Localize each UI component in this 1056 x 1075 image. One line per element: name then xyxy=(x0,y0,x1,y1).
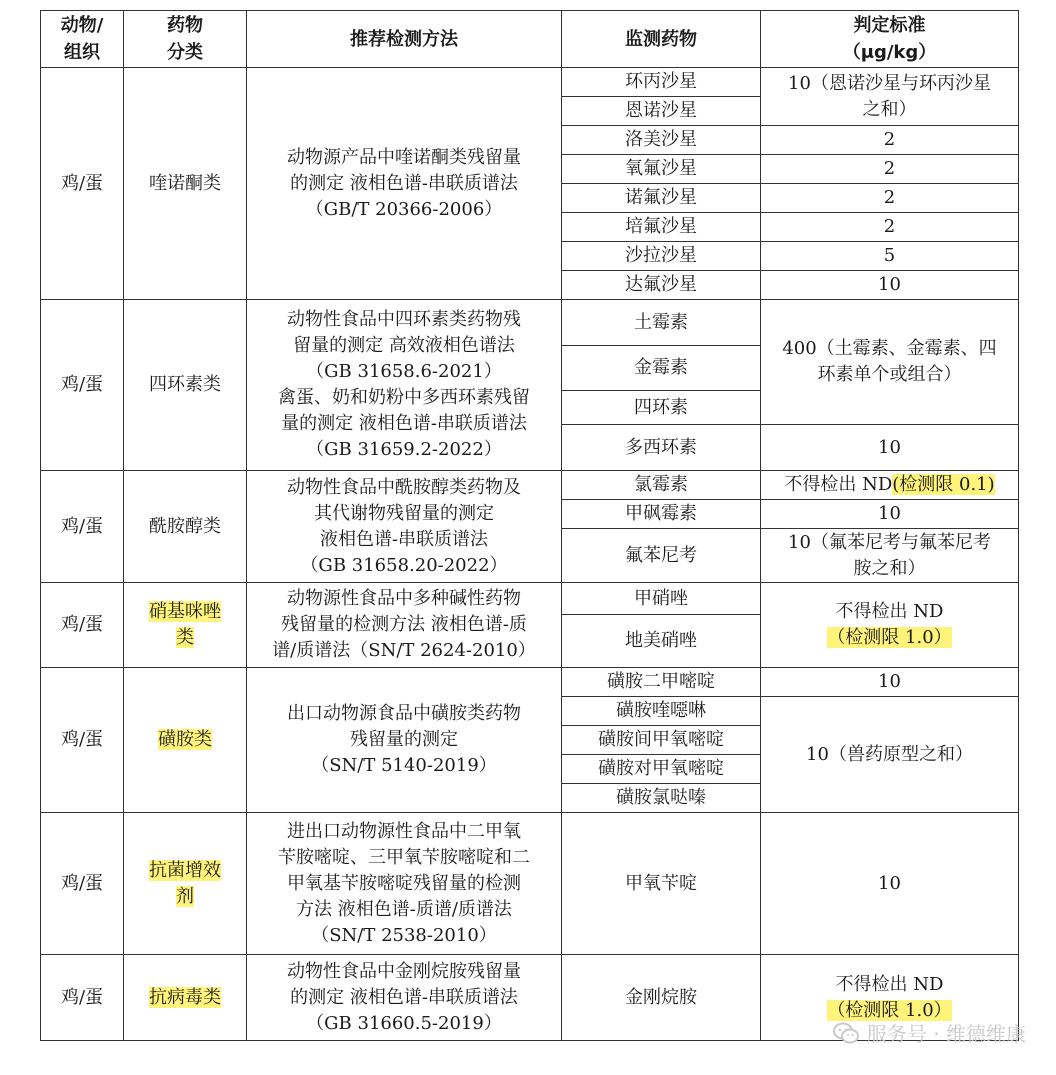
drug-cell xyxy=(562,271,761,300)
animal-cell xyxy=(41,68,124,300)
method-cell-line: 留量的测定 高效液相色谱法 xyxy=(293,335,515,356)
standard-cell xyxy=(761,271,1019,300)
drug-cell-text: 多西环素 xyxy=(625,436,697,458)
drug-cell-text: 氧氟沙星 xyxy=(625,158,697,179)
method-cell-line: 量的测定 液相色谱-串联质谱法 xyxy=(281,413,527,434)
drug-cell-text: 四环素 xyxy=(634,396,688,418)
standard-cell-line: 5 xyxy=(883,245,896,266)
standard-cell-line: 2 xyxy=(883,216,896,237)
drug-cell xyxy=(562,300,761,346)
category-cell-text: 磺胺类 xyxy=(158,729,212,750)
standard-cell-line: 不得检出 ND xyxy=(784,474,893,495)
header-animal: 动物/ 组织 xyxy=(41,11,124,68)
table-row xyxy=(41,813,1019,955)
standard-cell xyxy=(761,155,1019,184)
animal-cell xyxy=(41,583,124,668)
method-cell xyxy=(247,955,562,1041)
method-cell-line: 的测定 液相色谱-串联质谱法 xyxy=(290,172,518,194)
method-cell-line: （SN/T 5140-2019） xyxy=(311,755,497,776)
standard-cell xyxy=(761,184,1019,213)
standard-cell-line: 10 xyxy=(878,436,901,458)
drug-cell xyxy=(562,242,761,271)
standard-cell-line: 不得检出 ND xyxy=(835,973,944,995)
drug-cell xyxy=(562,97,761,126)
drug-cell-text: 甲氧苄啶 xyxy=(625,872,697,894)
method-cell-line: 残留量的检测方法 液相色谱-质 xyxy=(281,614,527,635)
method-cell-line: 方法 液相色谱-质谱/质谱法 xyxy=(296,898,512,920)
drug-cell xyxy=(562,471,761,500)
method-cell-line: 禽蛋、奶和奶粉中多西环素残留 xyxy=(278,387,530,408)
method-cell xyxy=(247,583,562,668)
drug-cell xyxy=(562,955,761,1041)
drug-cell-text: 甲硝唑 xyxy=(634,587,688,609)
category-cell xyxy=(124,583,247,668)
drug-cell-text: 洛美沙星 xyxy=(625,129,697,150)
drug-cell xyxy=(562,155,761,184)
detection-limit: （检测限 1.0） xyxy=(827,999,952,1021)
drug-cell-text: 土霉素 xyxy=(634,311,688,333)
standard-cell-line: 不得检出 ND xyxy=(835,601,944,622)
standard-cell xyxy=(761,425,1019,471)
drug-cell-text: 金刚烷胺 xyxy=(625,986,697,1008)
method-cell-line: 动物源性食品中多种碱性药物 xyxy=(287,588,521,609)
method-cell xyxy=(247,471,562,583)
drug-cell-text: 环丙沙星 xyxy=(625,71,697,92)
standard-cell xyxy=(761,668,1019,697)
method-cell xyxy=(247,68,562,300)
category-cell xyxy=(124,813,247,955)
drug-cell-text: 培氟沙星 xyxy=(625,216,697,237)
standard-cell xyxy=(761,583,1019,668)
animal-cell xyxy=(41,668,124,813)
standard-cell xyxy=(761,68,1019,126)
standard-cell xyxy=(761,697,1019,813)
table-row xyxy=(41,668,1019,697)
standard-cell xyxy=(761,126,1019,155)
standard-cell xyxy=(761,529,1019,583)
animal-cell xyxy=(41,300,124,471)
category-cell-line: 剂 xyxy=(176,885,194,907)
drug-cell xyxy=(562,213,761,242)
method-cell-line: 液相色谱-串联质谱法 xyxy=(319,528,489,550)
method-cell-line: （GB 31658.6-2021） xyxy=(306,361,502,382)
animal-cell-text: 鸡/蛋 xyxy=(60,614,104,635)
header-row xyxy=(41,11,1019,68)
method-cell-line: 苄胺嘧啶、三甲氧苄胺嘧啶和二 xyxy=(278,846,530,868)
drug-cell-text: 氟苯尼考 xyxy=(625,544,697,566)
drug-cell xyxy=(562,126,761,155)
animal-cell xyxy=(41,955,124,1041)
standard-cell-line: 胺之和） xyxy=(853,557,926,579)
header-drug: 监测药物 xyxy=(562,11,761,68)
category-cell-text: 抗病毒类 xyxy=(149,986,221,1008)
header-method: 推荐检测方法 xyxy=(247,11,562,68)
method-cell xyxy=(247,668,562,813)
animal-cell-text: 鸡/蛋 xyxy=(60,374,104,395)
drug-cell-text: 甲砜霉素 xyxy=(625,503,697,524)
method-cell-line: （GB/T 20366-2006） xyxy=(305,198,503,220)
detection-limit: (检测限 0.1) xyxy=(892,474,995,495)
category-cell-text: 四环素类 xyxy=(149,374,221,395)
drug-cell xyxy=(562,697,761,726)
method-cell xyxy=(247,300,562,471)
standard-cell-line: 2 xyxy=(883,187,896,208)
animal-cell-text: 鸡/蛋 xyxy=(60,986,104,1008)
drug-cell-text: 恩诺沙星 xyxy=(625,100,697,121)
standard-cell-line: 10 xyxy=(878,671,901,692)
category-cell-line: 硝基咪唑 xyxy=(149,601,221,622)
category-cell-line: 抗菌增效 xyxy=(149,859,221,881)
drug-cell-text: 磺胺氯哒嗪 xyxy=(616,787,706,808)
method-cell-line: 残留量的测定 xyxy=(350,729,458,750)
category-cell-text: 喹诺酮类 xyxy=(149,172,221,194)
table-row xyxy=(41,300,1019,346)
table-row xyxy=(41,68,1019,97)
animal-cell xyxy=(41,471,124,583)
drug-cell xyxy=(562,726,761,755)
standard-cell-line: 400（土霉素、金霉素、四 xyxy=(782,338,997,359)
header-category: 药物 分类 xyxy=(124,11,247,68)
drug-cell xyxy=(562,813,761,955)
category-cell xyxy=(124,668,247,813)
standard-cell-line: 10（氟苯尼考与氟苯尼考 xyxy=(788,531,991,553)
watermark-text: 服务号 · 维德维康 xyxy=(866,1022,1026,1046)
animal-cell-text: 鸡/蛋 xyxy=(60,515,104,537)
standard-cell xyxy=(761,471,1019,500)
method-cell-line: 进出口动物源性食品中二甲氧 xyxy=(287,820,521,842)
category-cell xyxy=(124,300,247,471)
drug-cell xyxy=(562,784,761,813)
drug-cell-text: 磺胺间甲氧嘧啶 xyxy=(598,729,724,750)
method-cell-line: 动物源产品中喹诺酮类残留量 xyxy=(287,146,521,168)
category-cell xyxy=(124,68,247,300)
drug-cell-text: 达氟沙星 xyxy=(625,274,697,295)
detection-limit: （检测限 1.0） xyxy=(827,627,952,648)
category-cell xyxy=(124,955,247,1041)
method-cell-line: 谱/质谱法（SN/T 2624-2010） xyxy=(272,640,536,661)
standard-cell xyxy=(761,500,1019,529)
drug-cell xyxy=(562,68,761,97)
standard-cell-line: 10 xyxy=(878,274,901,295)
standard-cell xyxy=(761,242,1019,271)
standard-cell-line: 环素单个或组合） xyxy=(817,364,962,385)
method-cell-line: 出口动物源食品中磺胺类药物 xyxy=(287,703,521,724)
standard-cell-line: 10（恩诺沙星与环丙沙星 xyxy=(788,72,991,94)
drug-cell-text: 沙拉沙星 xyxy=(625,245,697,266)
method-cell-line: （GB 31658.20-2022） xyxy=(300,554,508,576)
method-cell-line: 动物性食品中酰胺醇类药物及 xyxy=(287,476,521,498)
drug-cell-text: 磺胺喹噁啉 xyxy=(616,700,706,721)
standard-cell xyxy=(761,813,1019,955)
standard-cell xyxy=(761,300,1019,425)
drug-cell xyxy=(562,529,761,583)
drug-cell xyxy=(562,184,761,213)
method-cell-line: （GB 31660.5-2019） xyxy=(306,1012,502,1034)
standard-cell-line: 2 xyxy=(883,129,896,150)
drug-cell xyxy=(562,391,761,425)
drug-cell-text: 诺氟沙星 xyxy=(625,187,697,208)
animal-cell xyxy=(41,813,124,955)
header-standard: 判定标准 （μg/kg） xyxy=(761,11,1019,68)
standard-cell-line: 10 xyxy=(878,872,901,894)
standard-cell-line: 2 xyxy=(883,158,896,179)
method-cell-line: 动物性食品中四环素类药物残 xyxy=(287,309,521,330)
method-cell xyxy=(247,813,562,955)
drug-cell xyxy=(562,500,761,529)
category-cell-line: 类 xyxy=(176,627,194,648)
table-row xyxy=(41,471,1019,500)
standard-cell-line: 之和） xyxy=(862,98,917,120)
drug-cell-text: 氯霉素 xyxy=(634,474,688,495)
drug-cell-text: 磺胺对甲氧嘧啶 xyxy=(598,758,724,779)
drug-cell xyxy=(562,668,761,697)
method-cell-line: （SN/T 2538-2010） xyxy=(311,924,497,946)
method-cell-line: 其代谢物残留量的测定 xyxy=(314,502,494,524)
category-cell xyxy=(124,471,247,583)
method-cell-line: 动物性食品中金刚烷胺残留量 xyxy=(287,960,521,982)
table-row xyxy=(41,583,1019,615)
standard-cell xyxy=(761,213,1019,242)
method-cell-line: 甲氧基苄胺嘧啶残留量的检测 xyxy=(287,872,521,894)
method-cell-line: （GB 31659.2-2022） xyxy=(306,439,502,460)
watermark xyxy=(833,1018,1026,1047)
drug-cell xyxy=(562,755,761,784)
animal-cell-text: 鸡/蛋 xyxy=(60,172,104,194)
drug-cell-text: 金霉素 xyxy=(634,357,688,378)
category-cell-text: 酰胺醇类 xyxy=(149,515,221,537)
animal-cell-text: 鸡/蛋 xyxy=(60,729,104,750)
method-cell-line: 的测定 液相色谱-串联质谱法 xyxy=(290,986,518,1008)
standard-cell-line: 10 xyxy=(878,503,901,524)
drug-cell-text: 地美硝唑 xyxy=(625,630,697,651)
drug-cell xyxy=(562,425,761,471)
drug-cell xyxy=(562,583,761,615)
drug-cell xyxy=(562,615,761,668)
drug-cell-text: 磺胺二甲嘧啶 xyxy=(607,671,715,692)
drug-residue-table xyxy=(40,10,1019,1041)
wechat-icon xyxy=(833,1022,859,1044)
standard-cell-line: 10（兽药原型之和） xyxy=(806,743,973,765)
animal-cell-text: 鸡/蛋 xyxy=(60,872,104,894)
drug-cell xyxy=(562,346,761,391)
